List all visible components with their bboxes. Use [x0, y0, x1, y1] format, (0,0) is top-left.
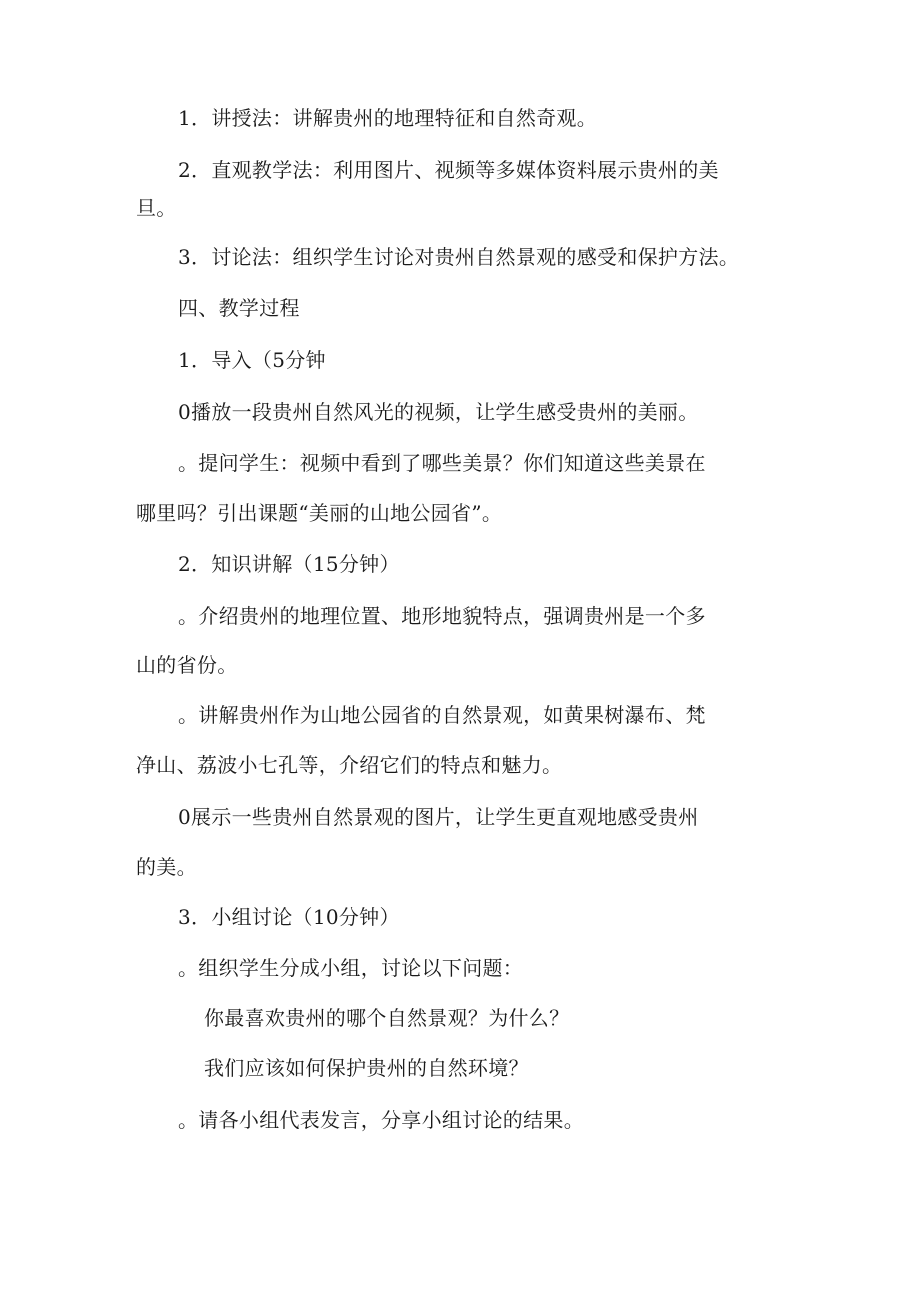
knowledge-item-scenery-cont: 净山、荔波小七孔等，介绍它们的特点和魅力。 — [136, 753, 563, 777]
knowledge-item-pictures: 0展示一些贵州自然景观的图片，让学生更直观地感受贵州 — [178, 805, 699, 829]
method-discussion: 3．讨论法：组织学生讨论对贵州自然景观的感受和保护方法。 — [178, 245, 740, 269]
knowledge-item-pictures-cont: 的美。 — [136, 855, 197, 879]
section-heading-teaching-process: 四、教学过程 — [178, 296, 300, 320]
discussion-item-report: 。请各小组代表发言，分享小组讨论的结果。 — [178, 1108, 584, 1132]
intro-item-question: 。提问学生：视频中看到了哪些美景？你们知道这些美景在 — [178, 451, 706, 475]
knowledge-item-geography: 。介绍贵州的地理位置、地形地貌特点，强调贵州是一个多 — [178, 604, 706, 628]
knowledge-item-geography-cont: 山的省份。 — [136, 653, 238, 677]
intro-item-video: 0播放一段贵州自然风光的视频，让学生感受贵州的美丽。 — [178, 400, 699, 424]
method-visual-cont: 旦。 — [136, 196, 177, 220]
discussion-question-protect: 我们应该如何保护贵州的自然环境？ — [204, 1056, 529, 1080]
discussion-question-favorite: 你最喜欢贵州的哪个自然景观？为什么？ — [204, 1006, 570, 1030]
step-intro-heading: 1．导入（5分钟 — [178, 348, 326, 372]
step-group-discussion-heading: 3．小组讨论（10分钟） — [178, 905, 400, 929]
discussion-item-organize: 。组织学生分成小组，讨论以下问题： — [178, 956, 524, 980]
step-knowledge-heading: 2．知识讲解（15分钟） — [178, 552, 400, 576]
intro-item-question-cont: 哪里吗？引出课题“美丽的山地公园省”。 — [136, 501, 503, 525]
method-lecture: 1．讲授法：讲解贵州的地理特征和自然奇观。 — [178, 106, 598, 130]
method-visual: 2．直观教学法：利用图片、视频等多媒体资料展示贵州的美 — [178, 158, 719, 182]
knowledge-item-scenery: 。讲解贵州作为山地公园省的自然景观，如黄果树瀑布、梵 — [178, 703, 706, 727]
